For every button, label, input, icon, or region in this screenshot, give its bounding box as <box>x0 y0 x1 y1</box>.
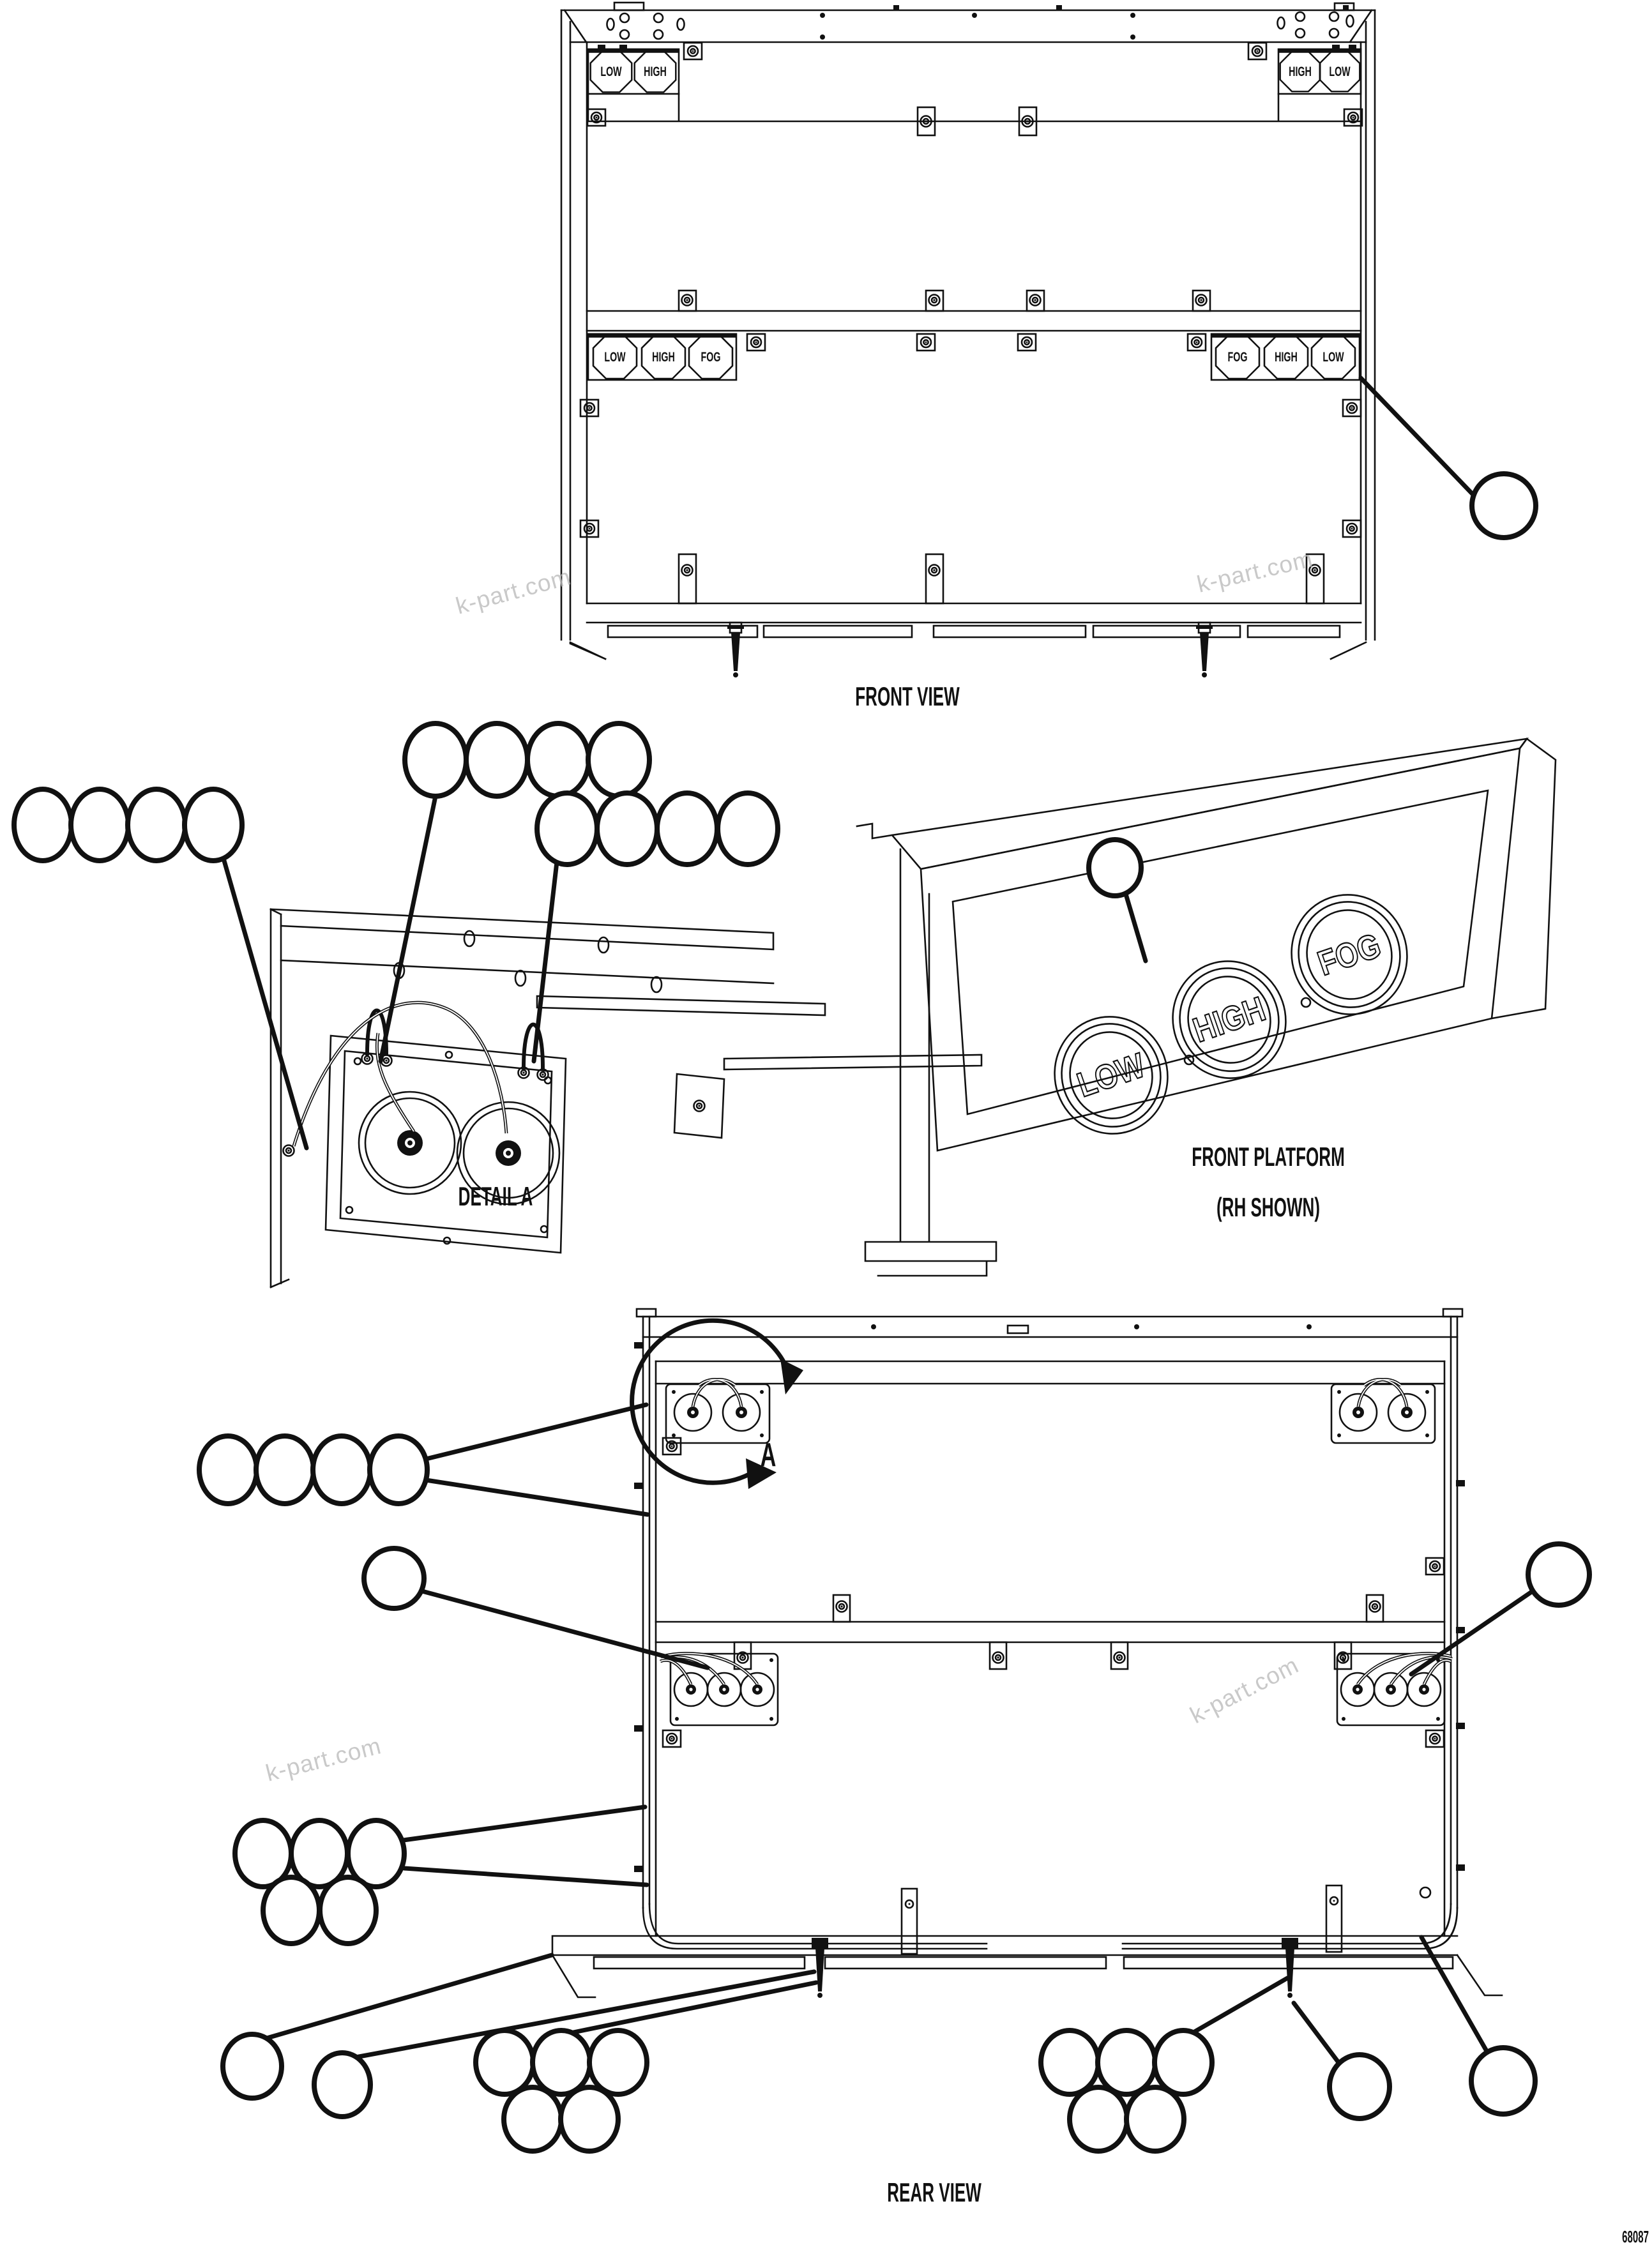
callout-balloon <box>537 793 597 865</box>
callout-balloon <box>263 1877 319 1944</box>
platform-top-face <box>892 739 1527 869</box>
callout-balloon <box>1089 840 1141 896</box>
bolt-bracket <box>587 109 605 126</box>
rear-top-left-lamp-box <box>666 1380 769 1443</box>
front-view-label: FRONT VIEW <box>855 681 960 712</box>
callout-balloon <box>256 1436 314 1504</box>
lamp-label: HIGH <box>644 64 667 79</box>
callout-balloon <box>588 723 649 796</box>
mount-bar <box>724 1055 981 1069</box>
callout-balloon <box>314 2053 370 2117</box>
watermark-text: k-part.com <box>1194 545 1315 598</box>
platform-lamp-high <box>1157 946 1301 1093</box>
front-platform-label: FRONT PLATFORM <box>1192 1142 1345 1172</box>
callout-balloon <box>405 723 466 796</box>
lamp-label: LOW <box>1329 64 1351 79</box>
front-bottom-rail <box>570 603 1361 659</box>
rear-mid-right-lamp-box <box>1337 1654 1452 1725</box>
callout-balloon <box>1155 2030 1212 2094</box>
lamp-label: HIGH <box>1275 349 1298 365</box>
rear-mid-left-lamp-box <box>660 1654 778 1725</box>
lamp-label: LOW <box>604 349 626 365</box>
bolt-bracket <box>1188 334 1206 351</box>
bolt-bracket <box>1343 400 1361 416</box>
front-foot-slants <box>570 642 1366 659</box>
bolt-bracket <box>1343 520 1361 537</box>
callout-balloon <box>185 789 242 861</box>
callout-balloon <box>1330 2055 1390 2119</box>
rear-foot-plates <box>594 1957 1453 1969</box>
callout-balloon <box>466 723 527 796</box>
callout-leader-lines <box>223 378 1533 2062</box>
callout-balloon <box>589 2030 647 2094</box>
plate-bolt-holes <box>394 931 662 992</box>
bolt-bracket <box>1344 109 1362 126</box>
callout-balloon <box>223 2034 282 2098</box>
u-bolts <box>367 1011 543 1068</box>
callout-balloon <box>1041 2030 1098 2094</box>
front-foot-plates <box>608 626 1340 637</box>
callout-balloon <box>14 789 72 861</box>
cable-conduits <box>643 1904 1457 1949</box>
callout-balloon <box>320 1877 376 1944</box>
band-rivets <box>820 13 1135 40</box>
callout-balloon <box>364 1548 424 1608</box>
detail-a-label: DETAIL A <box>458 1181 533 1212</box>
lamp-label: FOG <box>701 349 721 365</box>
washer-pin <box>1420 1887 1430 1898</box>
bolt-bracket <box>580 520 598 537</box>
callout-balloon <box>597 793 657 865</box>
callout-balloon <box>313 1436 370 1504</box>
detail-a-marker-letter: A <box>760 1436 777 1474</box>
front-side-flanges <box>561 10 1375 640</box>
detail-lamp <box>359 1092 461 1194</box>
bolt-bracket <box>580 400 598 416</box>
callout-balloons <box>14 474 1589 2151</box>
platform-left-channel <box>865 849 996 1276</box>
corner-bolt <box>284 1145 294 1156</box>
watermark-text: k-part.com <box>453 563 574 619</box>
callout-balloon <box>527 723 589 796</box>
platform-right-cap <box>1492 739 1556 1018</box>
rear-top-band <box>643 1317 1457 1384</box>
callout-balloon <box>657 793 717 865</box>
callout-balloon <box>533 2030 590 2094</box>
callout-balloon <box>1528 1544 1589 1605</box>
plate-corner-bolts <box>346 1052 551 1244</box>
bolt-bracket <box>1248 43 1266 59</box>
front-platform-sublabel: (RH SHOWN) <box>1216 1192 1320 1223</box>
rear-view-label: REAR VIEW <box>887 2177 981 2208</box>
watermark-text: k-part.com <box>263 1732 384 1787</box>
lamp-label: LOW <box>600 64 622 79</box>
hanging-eyebolt <box>1196 623 1213 677</box>
callout-balloon <box>476 2030 533 2094</box>
detail-a-drawing <box>271 909 981 1287</box>
watermark-text: k-part.com <box>1186 1651 1303 1729</box>
platform-lamp-label: LOW <box>1072 1045 1150 1105</box>
callout-balloon <box>370 1436 427 1504</box>
lamp-label: LOW <box>1322 349 1344 365</box>
callout-balloon <box>1126 2087 1184 2151</box>
arrowhead-icon <box>780 1359 803 1394</box>
callout-balloon <box>71 789 128 861</box>
front-mid-rail <box>587 311 1361 331</box>
callout-balloon <box>1070 2087 1127 2151</box>
lamp-label: HIGH <box>1289 64 1312 79</box>
callout-balloon <box>561 2087 618 2151</box>
platform-lamp-fog <box>1275 879 1423 1030</box>
platform-lamp-label: HIGH <box>1188 989 1270 1050</box>
band-bolt-holes <box>607 12 1354 39</box>
rear-bottom-rail <box>552 1936 1502 1997</box>
callout-balloon <box>1471 2048 1535 2114</box>
callout-balloon <box>718 793 778 865</box>
bolt-bracket <box>684 43 702 59</box>
bolt-bracket <box>1426 1558 1444 1575</box>
mount-bar <box>537 996 825 1015</box>
rear-mid-rail <box>656 1622 1444 1642</box>
bolt-bracket <box>1426 1730 1444 1747</box>
doc-number: 68087 <box>1622 2227 1649 2247</box>
platform-top-notch <box>857 824 892 838</box>
rear-view-drawing <box>552 1309 1502 1998</box>
front-platform-drawing <box>857 739 1556 1276</box>
top-edge-tick <box>1056 5 1062 10</box>
bolt-bracket <box>747 334 765 351</box>
callout-balloon <box>128 789 185 861</box>
lamp-plate <box>326 1036 566 1253</box>
top-edge-tick <box>1343 5 1349 10</box>
platform-front-face <box>921 748 1520 1151</box>
callout-balloon <box>504 2087 561 2151</box>
mid-rail-tabs <box>679 291 1210 311</box>
edge-ticks <box>634 1342 1465 1872</box>
lamp-label: HIGH <box>652 349 675 365</box>
top-handle <box>1008 1326 1028 1333</box>
bolt-bracket <box>1018 334 1036 351</box>
bolt-bracket <box>917 334 935 351</box>
bolt-bracket <box>663 1730 681 1747</box>
front-panel-edges <box>587 42 1361 603</box>
hanging-eyebolt <box>727 623 744 677</box>
callout-balloon <box>1472 474 1536 538</box>
front-top-tab-left <box>614 3 644 10</box>
platform-lamp-label: FOG <box>1313 925 1386 983</box>
callout-balloon <box>1098 2030 1155 2094</box>
rear-edges <box>643 1317 1457 1936</box>
lamp-label: FOG <box>1227 349 1248 365</box>
rear-top-right-lamp-box <box>1331 1380 1435 1443</box>
platform-lamp-low <box>1039 1001 1183 1149</box>
top-edge-tick <box>893 5 899 10</box>
callout-balloon <box>199 1436 257 1504</box>
